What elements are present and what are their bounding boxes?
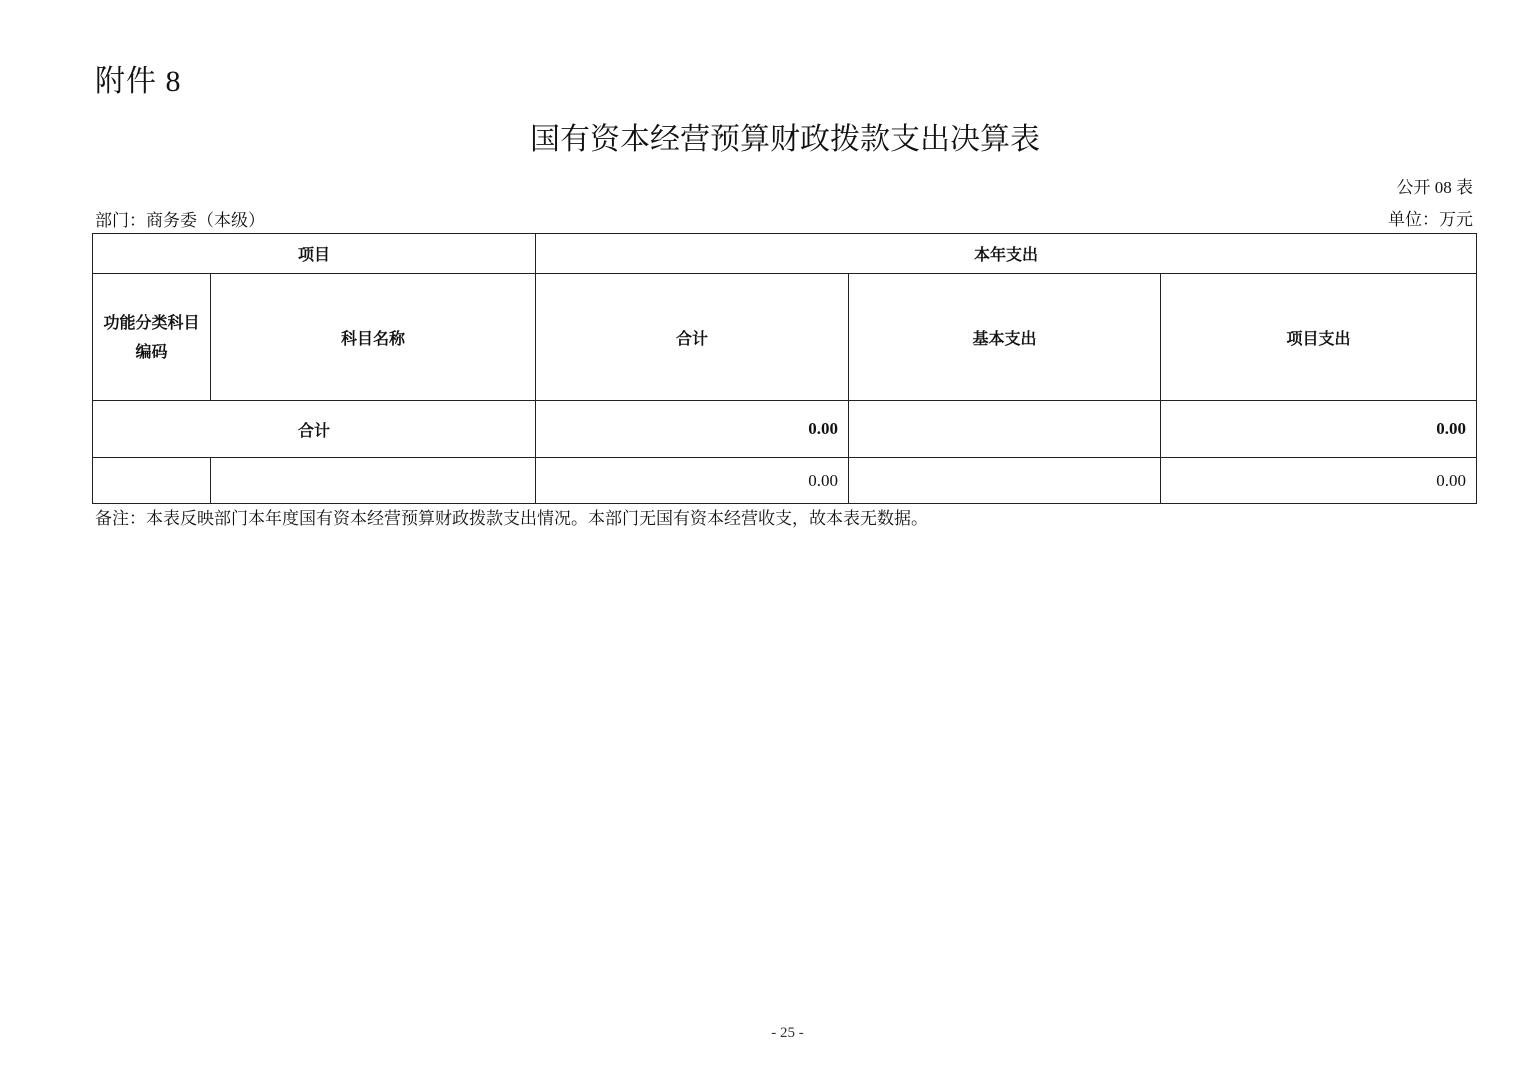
page-title: 国有资本经营预算财政拨款支出决算表 <box>530 123 1040 156</box>
header-func-code <box>93 274 211 401</box>
form-code: 公开 08 表 <box>1396 178 1473 197</box>
header-current-year: 本年支出 <box>536 234 1477 274</box>
row-code <box>93 458 211 504</box>
header-item: 项目 <box>93 234 536 274</box>
header-total: 合计 <box>536 274 849 401</box>
header-func-code-line2: 编码 <box>135 342 168 361</box>
attachment-label: 附件 8 <box>95 65 182 98</box>
unit-label: 单位：万元 <box>1388 210 1473 229</box>
header-project: 项目支出 <box>1161 274 1477 401</box>
row-basic <box>849 458 1161 504</box>
header-row-1 <box>93 234 1477 274</box>
department-label: 部门：商务委（本级） <box>95 211 265 230</box>
table-note: 备注：本表反映部门本年度国有资本经营预算财政拨款支出情况。本部门无国有资本经营收支，故本表无数据。 <box>95 509 928 528</box>
header-basic: 基本支出 <box>849 274 1161 401</box>
header-subject-name: 科目名称 <box>211 274 536 401</box>
budget-table <box>92 233 1477 504</box>
total-row-label: 合计 <box>93 401 536 458</box>
page-number: - 25 - <box>771 1025 804 1041</box>
table-row <box>93 458 1477 504</box>
row-total: 0.00 <box>536 458 849 504</box>
total-row-basic <box>849 401 1161 458</box>
total-row <box>93 401 1477 458</box>
total-row-project: 0.00 <box>1161 401 1477 458</box>
row-name <box>211 458 536 504</box>
header-row-2 <box>93 274 1477 401</box>
total-row-total: 0.00 <box>536 401 849 458</box>
header-func-code-line1: 功能分类科目 <box>103 313 200 332</box>
row-project: 0.00 <box>1161 458 1477 504</box>
